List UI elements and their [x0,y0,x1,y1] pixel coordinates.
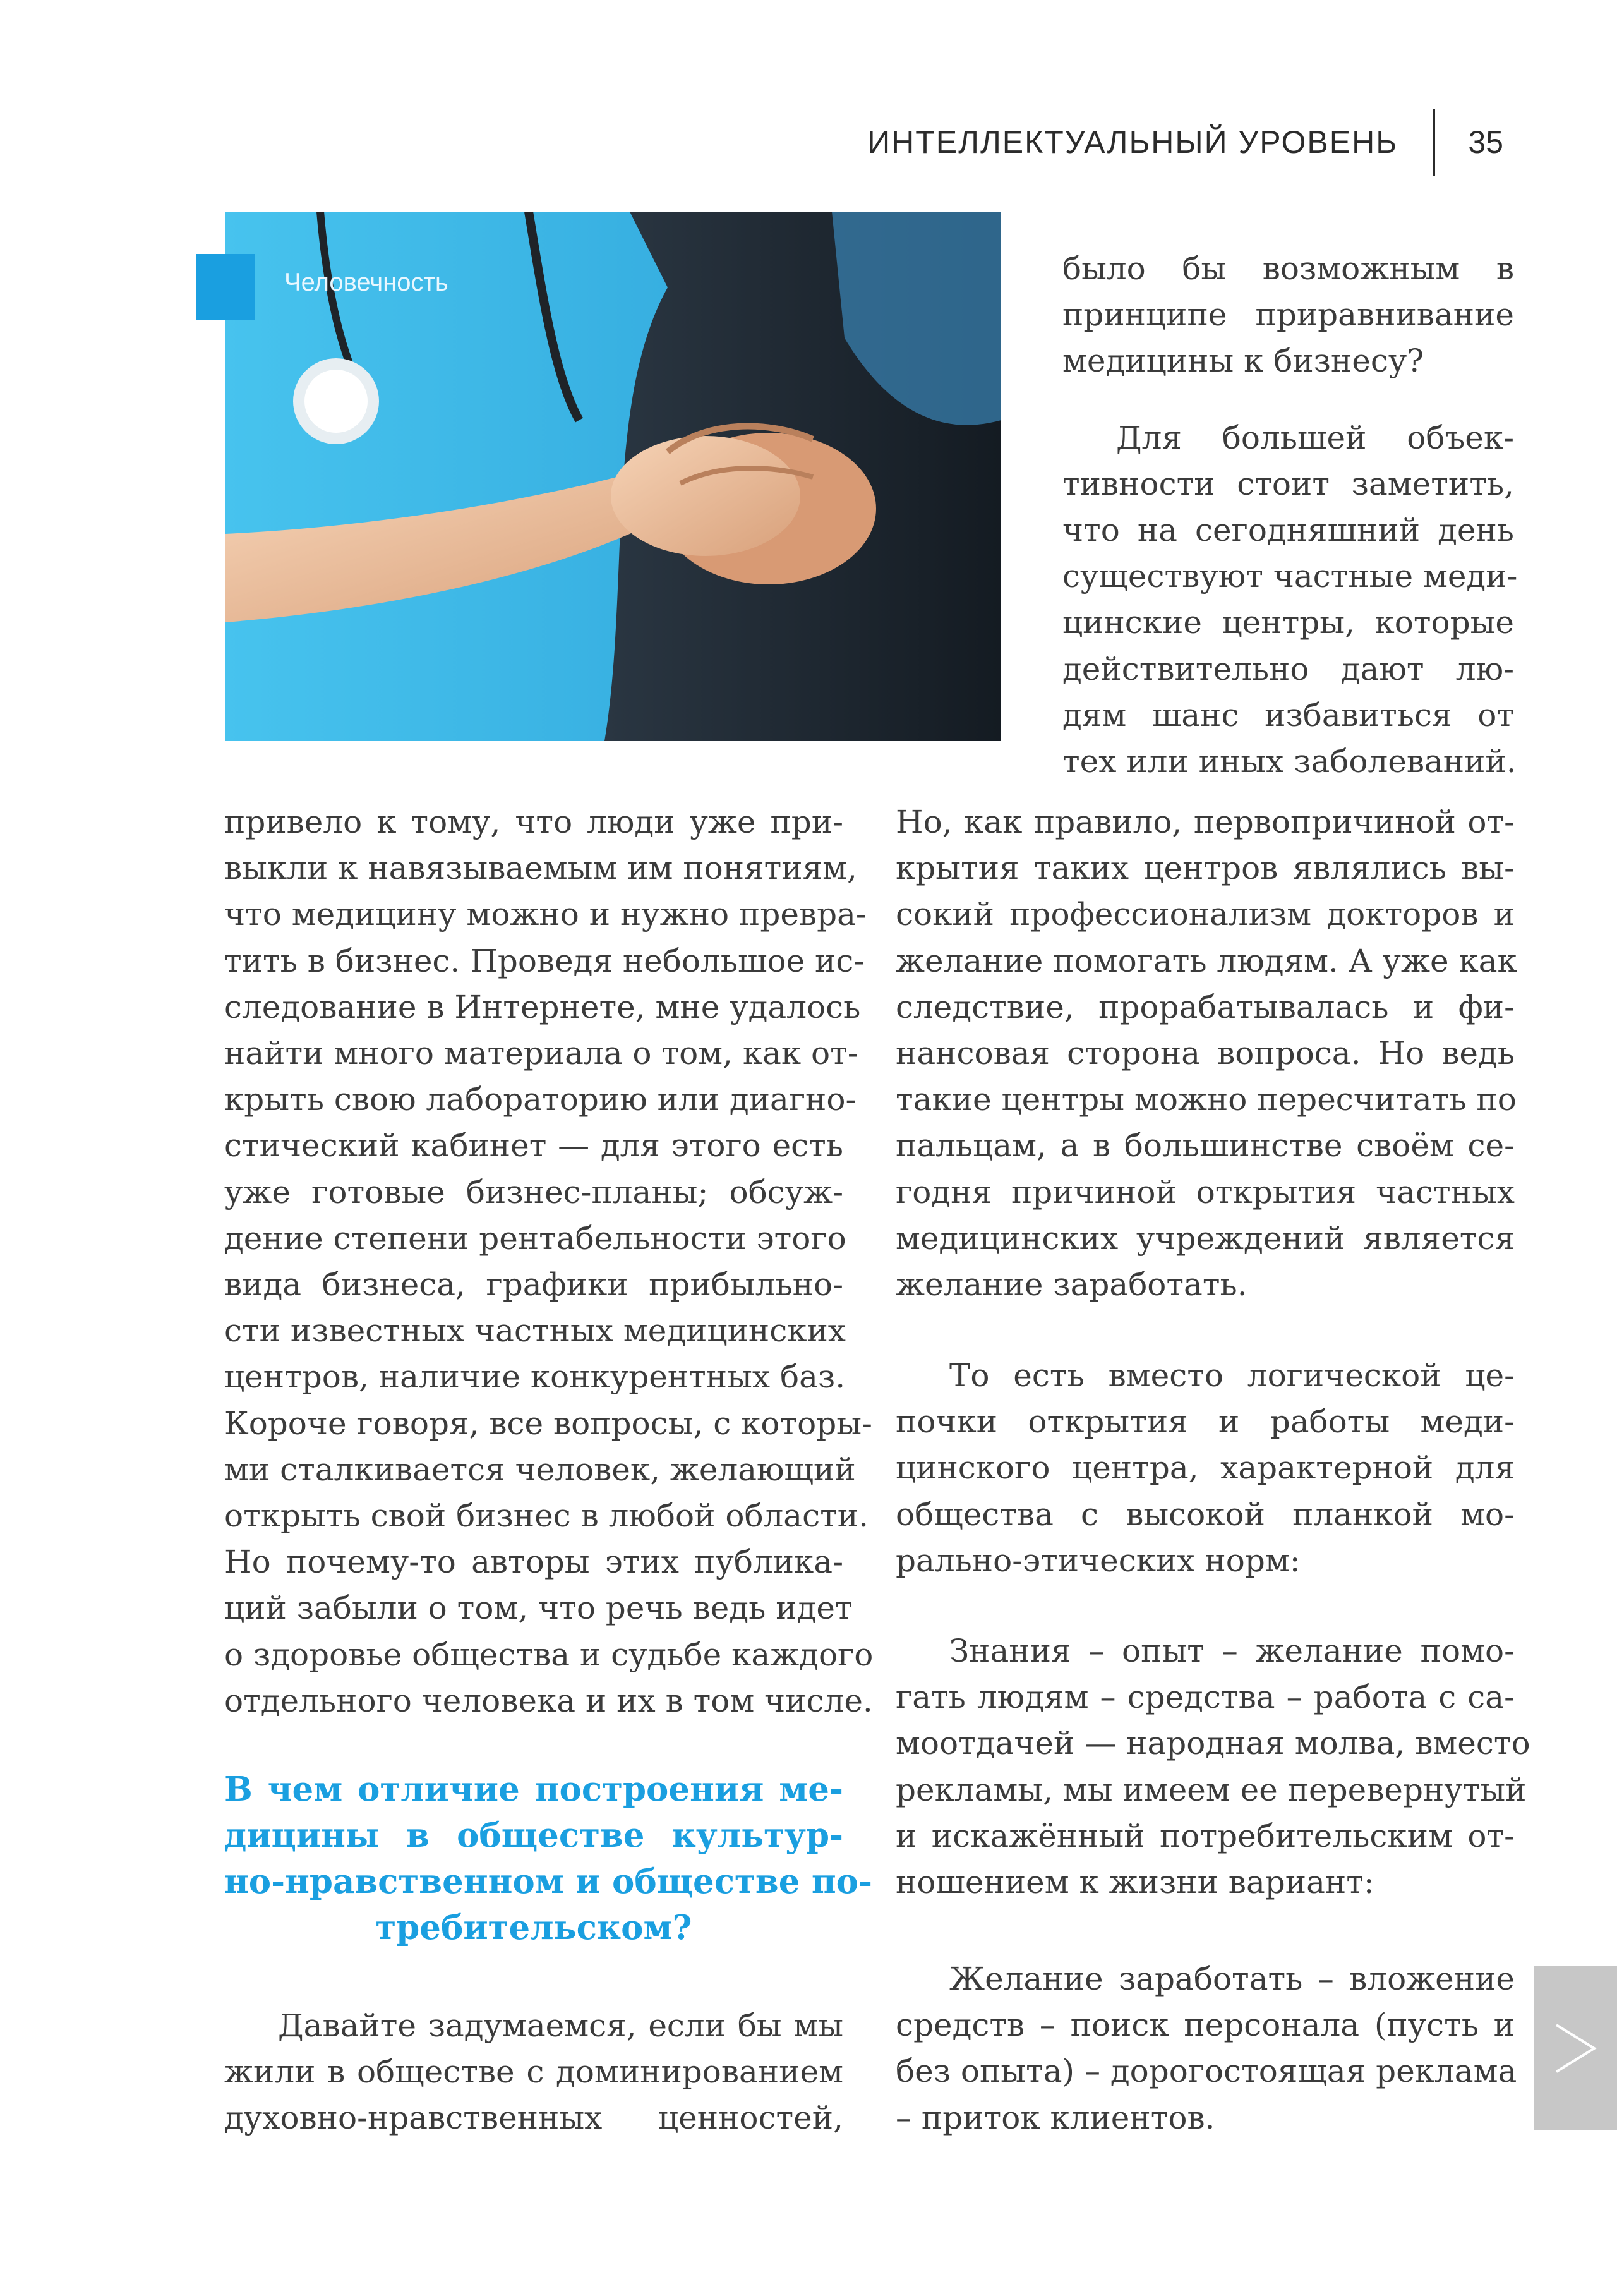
text-line: следование в Интернете, мне удалось [224,988,861,1025]
running-header [821,114,1503,171]
text-line: нансовая сторона вопроса. Но ведь [896,1035,1515,1072]
text-line: центров, наличие конкурентных баз. [224,1358,846,1396]
chevron-right-icon [1550,2020,1601,2077]
text-line: жили в обществе с доминированием [224,2053,843,2091]
text-line: пальцам, а в большинстве своём се- [896,1127,1515,1164]
right-column-top [1062,246,1518,785]
text-line: Но почему-то авторы этих публика- [224,1544,843,1581]
page-number: 35 [1468,124,1503,160]
text-line: стический кабинет — для этого есть [224,1127,843,1164]
text-line: средств – поиск персонала (пусть и [896,2007,1515,2044]
text-line: вида бизнеса, графики прибыльно- [224,1266,843,1303]
right-column-paragraph-2 [896,1353,1515,1584]
text-line: ций забыли о том, что речь ведь идет [224,1590,853,1627]
text-line: цинского центра, характерной для [896,1449,1515,1487]
next-page-button[interactable] [1534,1966,1617,2130]
text-line: тех или иных заболеваний. [1062,743,1517,780]
right-column-paragraph-1 [896,799,1515,1308]
text-line: крытия таких центров являлись вы- [896,850,1515,887]
text-line: отдельного человека и их в том числе. [224,1682,873,1719]
text-line: желание заработать. [896,1266,1247,1303]
text-line: Давайте задумаемся, если бы мы [278,2007,843,2044]
text-line: То есть вместо логической це- [949,1357,1515,1394]
text-line: привело к тому, что люди уже при- [224,804,843,840]
text-line: выкли к навязываемым им понятиям, [224,850,857,887]
tag-marker [196,254,255,320]
text-line: общества с высокой планкой мо- [896,1495,1515,1533]
text-line: сти известных частных медицинских [224,1312,846,1350]
text-line: медицины к бизнесу? [1062,342,1424,380]
left-column-paragraph [224,799,874,1724]
right-column-paragraph-4 [896,1956,1515,2141]
left-bottom-paragraph [224,2003,843,2142]
text-line: крыть свою лабораторию или диагно- [224,1081,857,1118]
text-line: Желание заработать – вложение [949,1961,1515,1997]
section-title: ИНТЕЛЛЕКТУАЛЬНЫЙ УРОВЕНЬ [867,124,1398,160]
text-line: было бы возможным в [1062,250,1514,287]
text-line: дям шанс избавиться от [1062,696,1514,734]
right-column-paragraph-3 [896,1628,1530,1906]
text-line: рекламы, мы имеем ее перевернутый [896,1771,1527,1808]
photo-tag: Человечность [284,269,448,296]
text-line: найти много материала о том, как от- [224,1035,858,1072]
text-line: Знания – опыт – желание помо- [949,1633,1515,1669]
header-divider [1433,109,1435,176]
text-line: действительно дают лю- [1062,650,1514,687]
text-line: тивности стоит заметить, [1062,465,1514,502]
heading-line: но-нравственном и обществе по- [224,1862,873,1901]
text-line: ношением к жизни вариант: [896,1864,1374,1901]
text-line: цинские центры, которые [1062,604,1514,641]
text-line: уже готовые бизнес-планы; обсуж- [224,1173,843,1211]
text-line: существуют частные меди- [1062,558,1518,595]
text-line: ми сталкивается человек, желающий [224,1451,856,1488]
text-line: почки открытия и работы меди- [896,1403,1515,1441]
text-line: что на сегодняшний день [1062,512,1514,549]
heading-line: требительском? [375,1908,692,1947]
text-line: Но, как правило, первопричиной от- [896,804,1515,840]
text-line: Короче говоря, все вопросы, с которы- [224,1405,872,1442]
heading-line: дицины в обществе культур- [224,1816,843,1855]
text-line: рально-этических норм: [896,1542,1301,1579]
text-line: такие центры можно пересчитать по [896,1081,1517,1118]
heading-line: В чем отличие построения ме- [224,1770,843,1809]
text-line: желание помогать людям. А уже как [896,942,1517,979]
text-line: гать людям – средства – работа с са- [896,1679,1515,1716]
text-line: открыть свой бизнес в любой области. [224,1497,869,1535]
text-line: – приток клиентов. [896,2099,1215,2136]
text-line: годня причиной открытия частных [896,1173,1515,1211]
text-line: моотдачей — народная молва, вместо [896,1725,1530,1762]
text-line: следствие, прорабатывалась и фи- [896,988,1515,1025]
text-line: без опыта) – дорогостоящая реклама [896,2053,1517,2090]
text-line: о здоровье общества и судьбе каждого [224,1636,874,1673]
text-line: духовно-нравственных ценностей, [224,2100,843,2137]
text-line: принципе приравнивание [1062,296,1514,334]
text-line: медицинских учреждений является [896,1219,1515,1257]
text-line: Для большей объек- [1116,419,1514,456]
text-line: что медицину можно и нужно превра- [224,896,867,933]
text-line: сокий профессионализм докторов и [896,896,1515,933]
section-heading [224,1767,873,1951]
text-line: тить в бизнес. Проведя небольшое ис- [224,942,865,979]
text-line: дение степени рентабельности этого [224,1219,846,1257]
text-line: и искажённый потребительским от- [896,1817,1515,1854]
